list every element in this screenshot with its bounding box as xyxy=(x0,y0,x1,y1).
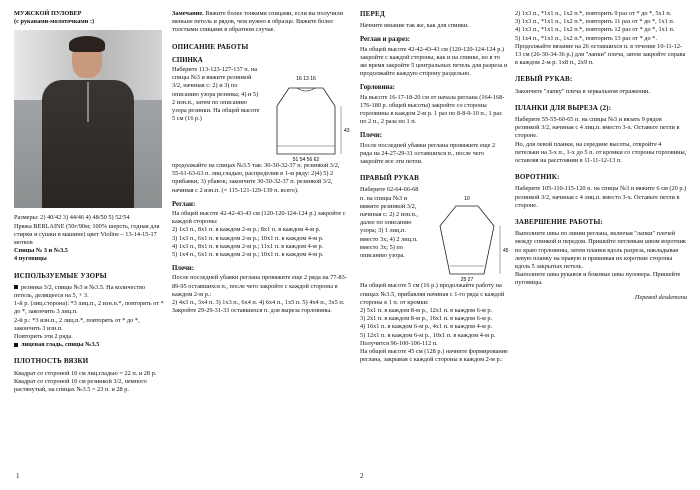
front-intro: Начните вязание так же, как для спинки. xyxy=(360,22,469,30)
collar-heading: ВОРОТНИК: xyxy=(515,173,560,182)
left-sleeve-text: Закончите "лапку" плеча в зеркальном отражении. xyxy=(515,87,650,95)
front-text1: На общей высоте 42-42-43-43 см (120-120-124-124 р.) закройте с каждой стороны, как и на спинке, но в то же время закройте 5 центральных петель для разреза и продолжайте каждую сторону раздельно. xyxy=(360,45,508,78)
density-1: Квадрат со стороной 10 см лиц.гладью = 22 п. и 28 р. xyxy=(14,369,157,377)
back-diagram xyxy=(265,66,350,164)
shoulders-heading: Плечи: xyxy=(172,265,194,273)
column-4 xyxy=(515,10,687,302)
density-2: Квадрат со стороной 10 см резинкой 3/2, немного растянутый, на спицах №3.5 = 23 п. и 28 р. xyxy=(14,377,147,394)
plank-text2: Но, для левой планки, на середине высоты, откройте 4 петельки на 3-х п., 1-х до 5 п. от кромки со стороны горловины, оставляя на расстоянии в 11-11-12-13 п. xyxy=(515,140,687,165)
front-sub1: Реглан и разрез: xyxy=(360,36,410,44)
raglan-size5: 5) 1x4 п., 6x1 п. в каждом 2-м р.; 10x1 п. в каждом 4-м р. xyxy=(172,251,324,259)
sleeve-side-label: 45 xyxy=(503,248,509,255)
sleeve-size3: 3) 2x1 п. в каждом 8-м р., 16x1 п. в каждом 6-м р. xyxy=(360,315,493,323)
rib-row1: 1-й р. (лиц.сторона): *3 лиц.п., 2 изн.п.*, повторять от * до *, закончить 3 лиц.п. xyxy=(14,300,164,316)
sleeve-text: Наберите 62-64-66-68 п. на спицы №3 и вяжите резинкой 3/2, начиная с: 2) 2 изн.п., далее по описанию узора; 3) 1 лиц.п. вместо 3х; 4) 2 лиц.п. вместо 3х; 5) по описанию узора. xyxy=(360,186,419,260)
sleeve-diagram xyxy=(426,186,508,282)
plank-text: Наберите 55-55-60-65 п. на спицы №3 и вязать 9 рядов резинкой 3/2, начиная с 4 лиц.п. вместо 3-х. Оставьте петли в стороне. xyxy=(515,116,680,140)
sleeve-block xyxy=(360,186,508,282)
stockinette-text: лицевая гладь, спицы №3.5 xyxy=(14,341,164,349)
finish-text: Выполните швы по линии реглана, включая "лапки" плечей между спинкой и передом. Пришейте петлевым швом воротник по краю горловины, затем планки вдоль разреза, накладывая левую планку на правую и пришивая их короткие стороны вдоль 5 закрытых петель. xyxy=(515,230,686,271)
sleeve-text2: На общей высоте 5 см (16 р.) продолжайте работу на спицах №3.5, прибавляя начиная с 1-го ряда с каждой стороны в 1 п. от кромки: xyxy=(360,282,505,306)
model-photo xyxy=(14,30,162,208)
left-sleeve-heading: ЛЕВЫЙ РУКАВ: xyxy=(515,75,573,84)
raglan-size2: 2) 1x3 п., 8x1 п. в каждом 2-м р.; 8x1 п. в каждом 4-м р. xyxy=(172,226,321,234)
back-text2: продолжайте на спицах №3.5 так: 30-30-32-37 п. резинкой 3/2, 55-61-63-63 п. лиц.гладью, распределив в 1-м ряду: 2)4) 5) 2 прибавки; 3) убавок; закончите 30-30-32-37 п. резинкой 3/2, начиная с 2 изн.п. (= 115-121-129-139 п. всего). xyxy=(172,162,340,194)
raglan-size3: 3) 1x3 п., 6x1 п. в каждом 2-м р.; 10x1 п. в каждом 4-м р. xyxy=(172,234,324,242)
buttons-text: 4 пуговицы xyxy=(14,255,47,263)
raglan-heading: Реглан: xyxy=(172,200,196,208)
page-number-left: 1 xyxy=(16,472,20,480)
sleeve-heading: ПРАВЫЙ РУКАВ xyxy=(360,174,420,183)
back-top-label: 16 13 16 xyxy=(296,76,316,83)
density-heading: ПЛОТНОСТЬ ВЯЗКИ xyxy=(14,357,89,366)
patterns-heading: ИСПОЛЬЗУЕМЫЕ УЗОРЫ xyxy=(14,271,107,280)
note-paragraph: Замечание. Вяжите более тонкими спицами, если вы получили меньше петель и рядов, чем нужно в образце. Вяжите более толстыми спицами в обратном случае. xyxy=(172,10,343,34)
bullet-icon xyxy=(14,285,18,289)
sleeve-raglan-size5: 5) 1x4 п., *1x1 п., 1x2 п.*, повторить 13 раз от * до *. xyxy=(515,34,657,42)
sleeve-size5: 5) 12x1 п. в каждом 6-м р., 10x1 п. в каждом 4-м р. xyxy=(360,331,496,339)
sleeve-raglan: На общей высоте 45 см (128 р.) начните формирование реглана, закрывая с каждой стороны в каждом 2-м р.: xyxy=(360,348,508,364)
shoulders-sizes: 2) 4x3 п., 3x4 п. 3) 1x3 п., 6x4 п. 4) 6x4 п., 1x5 п. 5) 4x4 п., 3x5 п. xyxy=(172,299,345,307)
sleeve-bottom-label: 25 27 xyxy=(460,277,474,284)
page-number-right: 2 xyxy=(360,472,364,480)
yarn-text: Пряжа BERLAINE (50г/90м; 100% шерсть, годная для стирки и сушки в машине) цвет Violine – 13-14-15-17 мотков xyxy=(14,222,160,247)
shoulders-end: Закройте 29-29-31-33 оставшихся п. для выреза горловины. xyxy=(172,307,332,315)
back-schematic xyxy=(265,66,350,164)
bullet-icon xyxy=(14,343,18,347)
sleeve-size2: 2) 5x1 п. в каждом 8-м р., 12x1 п. в каждом 6-м р. xyxy=(360,307,493,315)
front-text2: На высоте 16-17-18-20 см от начала реглана (164-168-176-180 р. общей высоты) закройте со стороны горловины в каждом 2-м р. 1 раз по 8-8-9-10 п., 1 раз по 2 п., 2 раза по 1 п. xyxy=(360,93,505,126)
collar-text: Наберите 105-110-115-120 п. на спицы №3 и вяжите 6 см (20 р.) резинкой 3/2, начиная с 4 лиц.п. вместо 3-х. Оставьте петли в стороне. xyxy=(515,185,687,209)
needles-text: Спицы № 3 и №3.5 xyxy=(14,247,68,255)
back-bottom-label: 51 54 56 62 xyxy=(292,157,320,164)
pattern-subtitle: (с рукавами-молоточками :) xyxy=(14,18,95,26)
sleeve-raglan-size4: 4) 1x3 п., *1x1 п., 1x2 п.*, повторить 12 раз от * до *, 1x1 п. xyxy=(515,26,675,34)
front-text3: После последней убавки реглана провяжите еще 2 ряда на 24-27-29-31 оставшихся п., после чего закройте все эти петли. xyxy=(360,141,496,166)
finish-text2: Выполните швы рукавов и боковые швы пуловера. Пришейте пуговицы. xyxy=(515,271,681,287)
back-heading: СПИНКА xyxy=(172,56,203,64)
sleeve-total: Получится 96-100-106-112 п. xyxy=(360,339,438,347)
sleeve-top-label: 10 xyxy=(464,196,470,203)
front-heading: ПЕРЕД xyxy=(360,10,385,18)
rib-title: резинка 3/2, спицы №3 и №3.5. На количество петель, делящееся на 5, + 3. xyxy=(14,283,146,300)
sleeve-schematic xyxy=(426,186,508,282)
sleeve-size4: 4) 16x1 п. в каждом 6-м р., 4x1 п. в каждом 4-м р. xyxy=(360,323,493,331)
back-text: Наберите 113-123-127-137 п. на спицы №3 и вяжите резинкой 3/2, начиная с: 2) и 3) по описанию узора резинка; 4) и 5) 2 изн.п., затем по описанию узора резинки. На общей высоте 5 см (16 р.) xyxy=(172,66,260,123)
column-1 xyxy=(14,10,164,394)
sizes-text: Размеры: 2) 40/42 3) 44/46 4) 48/50 5) 52/54 xyxy=(14,214,130,222)
rib-row2: 2-й р.: *3 изн.п., 2 лиц.п.*, повторять от * до *, закончить 3 изн.п. xyxy=(14,316,140,332)
pattern-title: МУЖСКОЙ ПУЛОВЕР xyxy=(14,10,82,17)
column-3 xyxy=(360,10,508,364)
back-side-label: 43 xyxy=(344,128,350,135)
front-sub2: Горловина: xyxy=(360,84,395,92)
column-2 xyxy=(172,10,350,315)
sleeve-raglan-size2: 2) 1x3 п., *1x1 п., 1x2 п.*, повторить 9 раз от * до *, 5x1 п. xyxy=(515,10,672,17)
rib-repeat: Повторить эти 2 ряда. xyxy=(14,333,73,341)
sleeve-continue: Продолжайте вязание на 26 оставшихся п. в течение 10-11-12-13 см (26-30-34-36 р.) для "лапки" плеча, затем закройте справа в каждом 2-м р. 1x8 п., 2x9 п. xyxy=(515,42,686,67)
shoulders-intro: После последней убавки реглана провяжите еще 2 ряда на 77-83-89-95 оставшихся п., после чего закройте с каждой стороны в каждом 2-м р.: xyxy=(172,274,347,298)
sleeve-raglan-size3: 3) 1x3 п., *1x1 п., 1x2 п.*, повторить 11 раз от * до *, 1x1 п. xyxy=(515,18,675,26)
finish-heading: ЗАВЕРШЕНИЕ РАБОТЫ: xyxy=(515,218,603,227)
plank-heading: ПЛАНКИ ДЛЯ ВЫРЕЗА (2): xyxy=(515,103,612,112)
raglan-intro: На общей высоте 42-42-43-43 см (120-120-124-124 р.) закройте с каждой стороны: xyxy=(172,210,346,226)
back-block xyxy=(172,66,350,164)
work-heading: ОПИСАНИЕ РАБОТЫ xyxy=(172,42,249,51)
raglan-size4: 4) 1x3 п., 8x1 п. в каждом 2-м р.; 11x1 п. в каждом 4-м р. xyxy=(172,242,324,250)
front-sub3: Плечи: xyxy=(360,132,382,140)
translator-credit: Перевод desdemona xyxy=(634,293,687,301)
